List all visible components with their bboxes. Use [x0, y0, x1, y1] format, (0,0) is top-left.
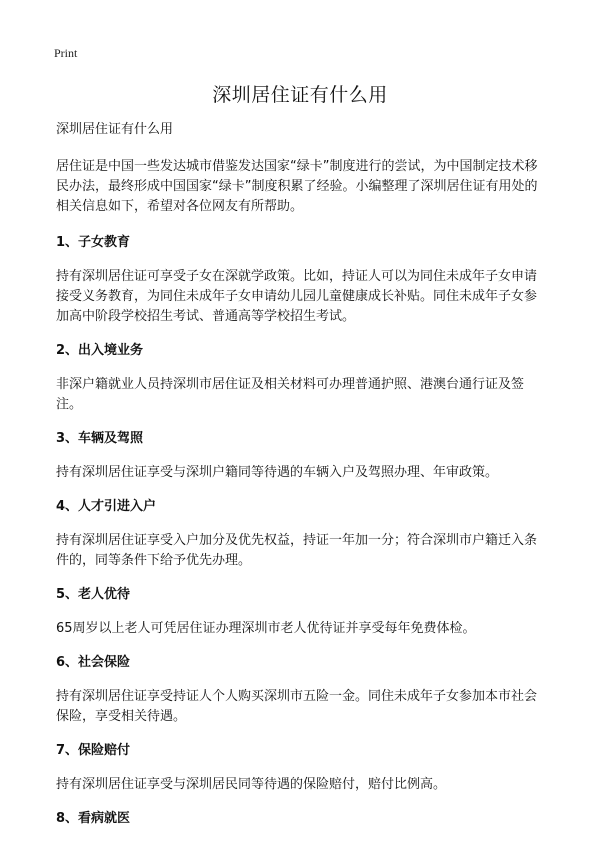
- section-heading: 6、社会保险: [56, 655, 131, 670]
- section-elderly-benefits: [56, 585, 548, 639]
- section-heading: 1、子女教育: [56, 235, 131, 250]
- section-exit-entry: [56, 341, 548, 415]
- section-body: 持有深圳居住证享受与深圳居民同等待遇的保险赔付，赔付比例高。: [56, 777, 447, 792]
- section-body: 非深户籍就业人员持深圳市居住证及相关材料可办理普通护照、港澳台通行证及签注。: [56, 377, 525, 412]
- section-heading: 2、出入境业务: [56, 343, 144, 358]
- section-heading: 7、保险赔付: [56, 743, 131, 758]
- section-body: 持有深圳居住证可享受子女在深就学政策。比如，持证人可以为同住未成年子女申请接受义务教育，为同住未成年子女申请幼儿园儿童健康成长补贴。同住未成年子女参加高中阶段学校招生考试、普通高等学校招生考试。: [56, 269, 538, 324]
- section-body: 持有深圳居住证享受与深圳户籍同等待遇的车辆入户及驾照办理、年审政策。: [56, 465, 499, 480]
- section-talent-hukou: [56, 497, 548, 571]
- section-body: 持有深圳居住证享受入户加分及优先权益，持证一年加一分；符合深圳市户籍迁入条件的，同等条件下给予优先办理。: [56, 533, 538, 568]
- section-body: 持有深圳居住证享受持证人个人购买深圳市五险一金。同住未成年子女参加本市社会保险，享受相关待遇。: [56, 689, 538, 724]
- section-heading: 8、看病就医: [56, 811, 131, 826]
- section-heading: 4、人才引进入户: [56, 499, 157, 514]
- article-subtitle: 深圳居住证有什么用: [56, 122, 174, 137]
- section-medical-care: [56, 809, 548, 829]
- print-link[interactable]: Print: [54, 46, 78, 60]
- section-insurance-claims: [56, 741, 548, 795]
- section-body: 65周岁以上老人可凭居住证办理深圳市老人优待证并享受每年免费体检。: [56, 621, 476, 636]
- intro-paragraph: 居住证是中国一些发达城市借鉴发达国家“绿卡”制度进行的尝试，为中国制定技术移民办法，最终形成中国国家“绿卡”制度积累了经验。小编整理了深圳居住证有用处的相关信息如下，希望对各位网友有所帮助。: [56, 159, 538, 214]
- section-social-insurance: [56, 653, 548, 727]
- section-child-education: [56, 233, 548, 327]
- section-heading: 5、老人优待: [56, 587, 131, 602]
- section-vehicle-license: [56, 429, 548, 483]
- article-body: [56, 120, 548, 843]
- page-title: 深圳居住证有什么用: [212, 84, 388, 106]
- section-heading: 3、车辆及驾照: [56, 431, 144, 446]
